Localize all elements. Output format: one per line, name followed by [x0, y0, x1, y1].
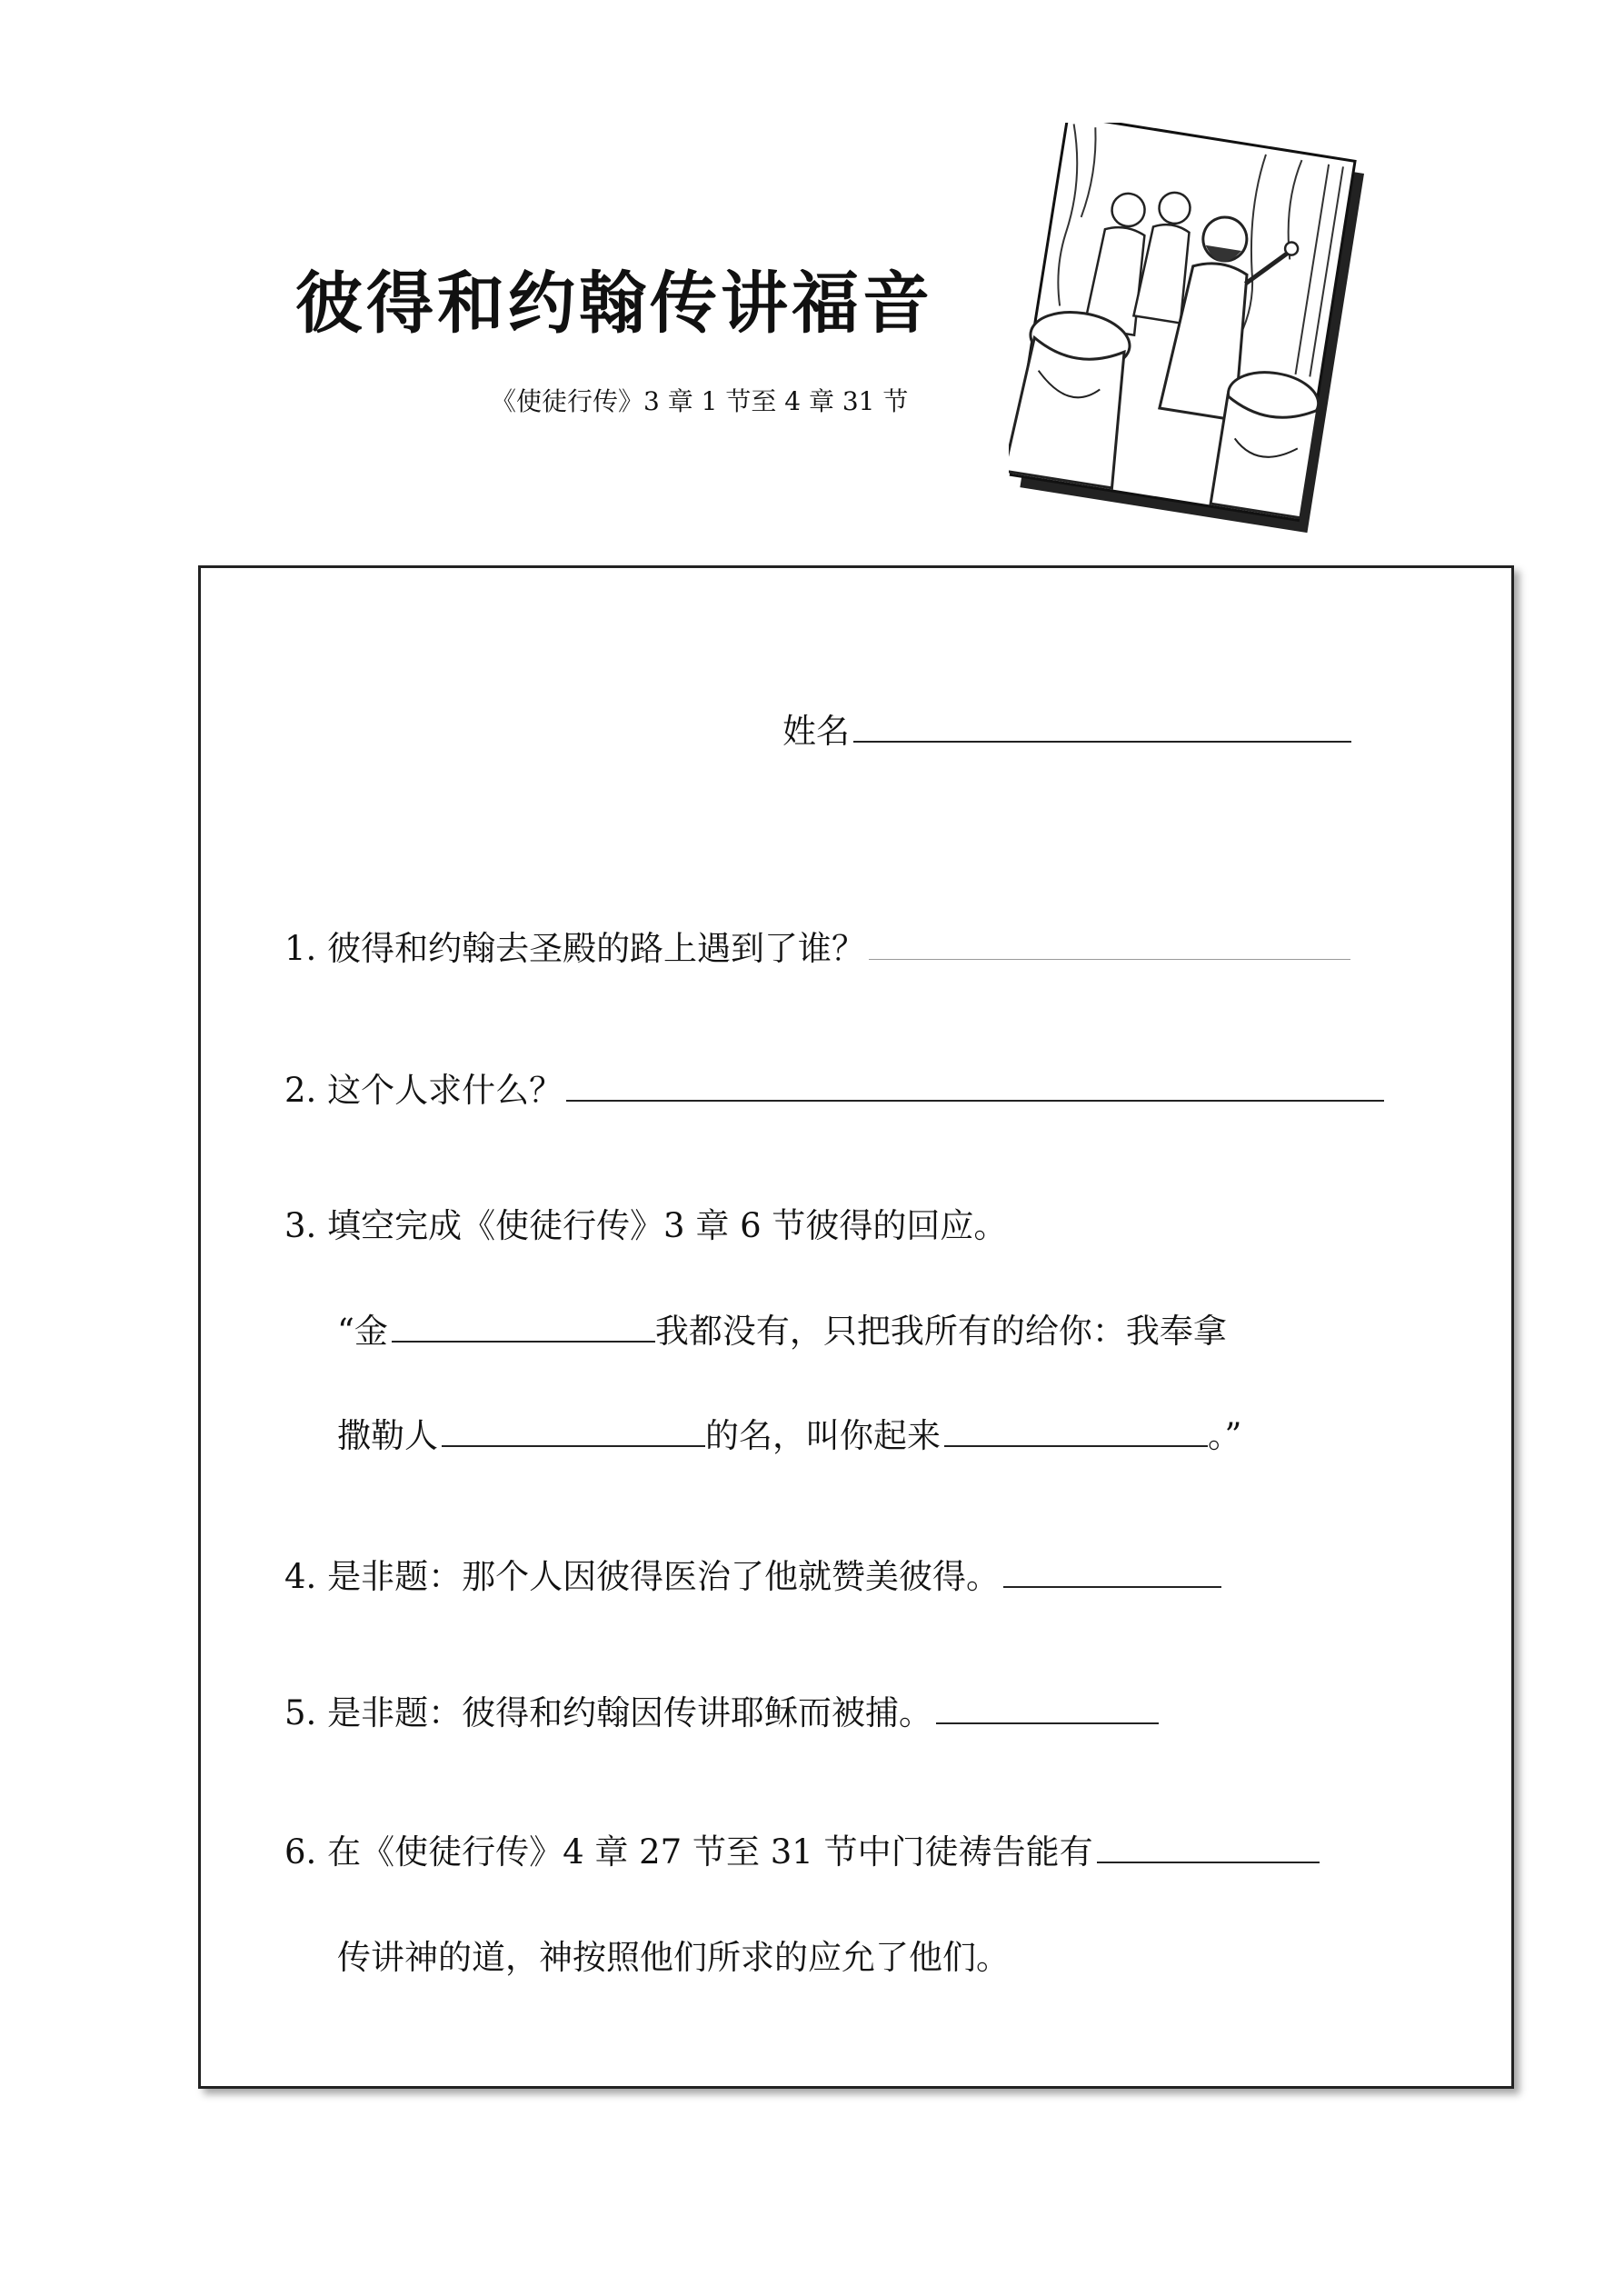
question-3-blank-1[interactable] — [392, 1313, 655, 1343]
question-6-continuation-text: 传讲神的道，神按照他们所求的应允了他们。 — [337, 1938, 1010, 1977]
question-3-blank-2[interactable] — [442, 1418, 705, 1447]
name-row — [782, 712, 1351, 751]
apostles-preaching-illustration — [1009, 123, 1390, 559]
question-1-text: 1. 彼得和约翰去圣殿的路上遇到了谁？ — [284, 929, 866, 968]
page-title: 彼得和约翰传讲福音 — [295, 265, 933, 343]
question-3-line-2-end: 。” — [1208, 1416, 1242, 1455]
question-2-blank[interactable] — [566, 1073, 1384, 1102]
question-6-blank[interactable] — [1097, 1834, 1320, 1863]
question-3-line-2-mid: 的名，叫你起来 — [705, 1416, 941, 1455]
worksheet-card — [198, 565, 1514, 2089]
question-4-blank[interactable] — [1003, 1559, 1221, 1588]
question-6-continuation — [337, 1938, 1010, 1977]
question-4-text: 4. 是非题：那个人因彼得医治了他就赞美彼得。 — [284, 1557, 1001, 1596]
question-6 — [284, 1832, 1320, 1872]
question-1-blank[interactable] — [869, 932, 1350, 960]
question-3 — [284, 1206, 1008, 1245]
question-3-line-2 — [337, 1416, 1242, 1455]
question-1 — [284, 929, 1350, 968]
question-3-quote-mid: 我都没有，只把我所有的给你：我奉拿 — [654, 1312, 1227, 1351]
question-6-text: 6. 在《使徒行传》4 章 27 节至 31 节中门徒祷告能有 — [284, 1832, 1093, 1872]
scripture-reference: 《使徒行传》3 章 1 节至 4 章 31 节 — [491, 386, 909, 416]
question-3-quote-start: “金 — [337, 1312, 388, 1351]
question-3-blank-3[interactable] — [944, 1418, 1208, 1447]
question-3-text: 3. 填空完成《使徒行传》3 章 6 节彼得的回应。 — [284, 1206, 1008, 1245]
question-5 — [284, 1695, 1159, 1730]
question-5-text: 5. 是非题：彼得和约翰因传讲耶稣而被捕。 — [284, 1693, 933, 1732]
question-2 — [284, 1071, 1384, 1110]
question-3-line-1 — [337, 1312, 1227, 1351]
question-2-text: 2. 这个人求什么？ — [284, 1071, 563, 1110]
name-label: 姓名 — [782, 712, 850, 751]
question-3-line-2-start: 撒勒人 — [337, 1416, 438, 1455]
name-blank[interactable] — [853, 714, 1351, 743]
question-5-blank[interactable] — [936, 1695, 1159, 1724]
question-4 — [284, 1557, 1221, 1596]
